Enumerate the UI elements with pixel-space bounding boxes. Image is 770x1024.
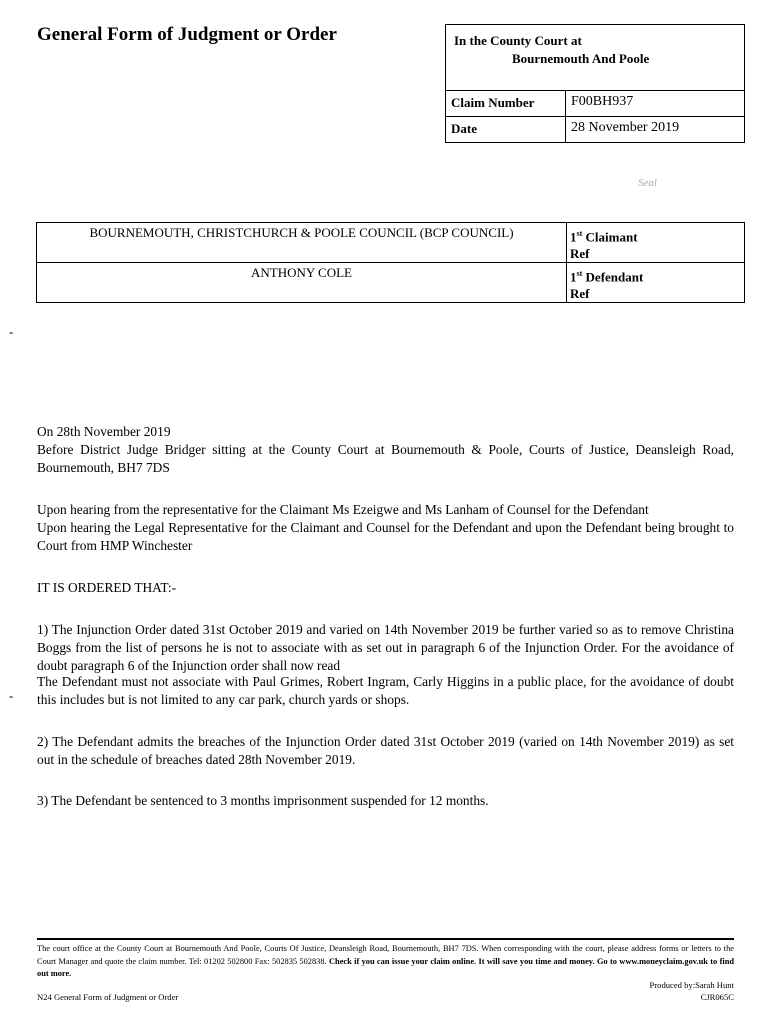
document-title: General Form of Judgment or Order [37,24,337,45]
party-row-claimant [37,223,744,262]
defendant-ordinal: 1 [570,269,577,285]
footer-form-name: N24 General Form of Judgment or Order [37,992,179,1002]
order-hearing-1: Upon hearing from the representative for the Claimant Ms Ezeigwe and Ms Lanham of Counsel for the Defendant [37,502,649,517]
order-ordered-heading: IT IS ORDERED THAT:- [37,580,177,595]
court-heading-line2: Bournemouth And Poole [512,51,650,66]
margin-mark-2: - [9,688,14,703]
court-heading-line1: In the County Court at [454,33,582,48]
claimant-role [567,223,744,262]
parties-table [36,222,745,303]
claimant-ref-label: Ref [570,246,590,262]
order-paragraph-2: 2) The Defendant admits the breaches of the Injunction Order dated 31st October 2019 (varied on 14th November 2019) as set out in the schedule of breaches dated 28th November 2019. [37,734,734,767]
date-label: Date [446,117,566,142]
footer-divider [37,938,734,940]
court-details-box [445,24,745,143]
claimant-ordinal: 1 [570,229,577,245]
footer-note-online: Check if you can issue your claim online. It will save you time and money. Go to www.moneyclaim.gov.uk to find out more. [37,956,735,978]
defendant-ref-label: Ref [570,286,590,302]
defendant-name: ANTHONY COLE [37,263,567,302]
party-row-defendant [37,262,744,302]
order-hearing-2: Upon hearing the Legal Representative for the Claimant and Counsel for the Defendant and upon the Defendant being brought to Court from HMP Winchester [37,520,734,553]
date-row [446,116,744,142]
claim-number-label: Claim Number [446,91,566,116]
date-value: 28 November 2019 [571,120,680,135]
order-date-line: On 28th November 2019 [37,424,171,439]
footer-court-office-note [37,943,734,981]
court-heading [446,25,744,91]
defendant-role [567,263,744,302]
margin-mark-1: - [9,324,14,339]
order-paragraph-1: 1) The Injunction Order dated 31st October 2019 and varied on 14th November 2019 be further varied so as to remove Christina Boggs from the list of persons he is not to associate with as set out in paragraph 6 of the Injunction Order. For the avoidance of doubt paragraph 6 of the Injunction order shall now read [37,622,734,673]
claimant-ordinal-suffix: st [576,229,583,238]
order-before: Before District Judge Bridger sitting at the County Court at Bournemouth & Poole, Courts of Justice, Deansleigh Road, Bournemouth, BH7 7DS [37,442,734,475]
seal-placeholder: Seal [638,177,657,189]
defendant-ordinal-suffix: st [576,269,583,278]
claimant-role-label: Claimant [585,229,638,245]
claim-number-value: F00BH937 [571,94,634,109]
order-paragraph-1-continued: The Defendant must not associate with Paul Grimes, Robert Ingram, Carly Higgins in a public place, for the avoidance of doubt this includes but is not limited to any car park, church yards or shops. [37,674,734,707]
defendant-role-label: Defendant [585,269,644,285]
order-paragraph-3: 3) The Defendant be sentenced to 3 months imprisonment suspended for 12 months. [37,793,489,808]
claimant-name: BOURNEMOUTH, CHRISTCHURCH & POOLE COUNCIL (BCP COUNCIL) [37,223,567,262]
footer-production-info [650,979,735,1003]
footer-code: CJR065C [700,992,734,1002]
footer-note-text: The court office at the County Court at Bournemouth And Poole, Courts Of Justice, Deansleigh Road, Bournemouth, BH7 7DS. When corresponding with the court, please address forms or letters to the Court Manager and quote the claim number. Tel: 01202 502800 Fax: 502835 502838. [37,944,734,966]
footer-produced-by: Produced by:Sarah Hunt [649,980,734,990]
claim-number-row [446,91,744,116]
